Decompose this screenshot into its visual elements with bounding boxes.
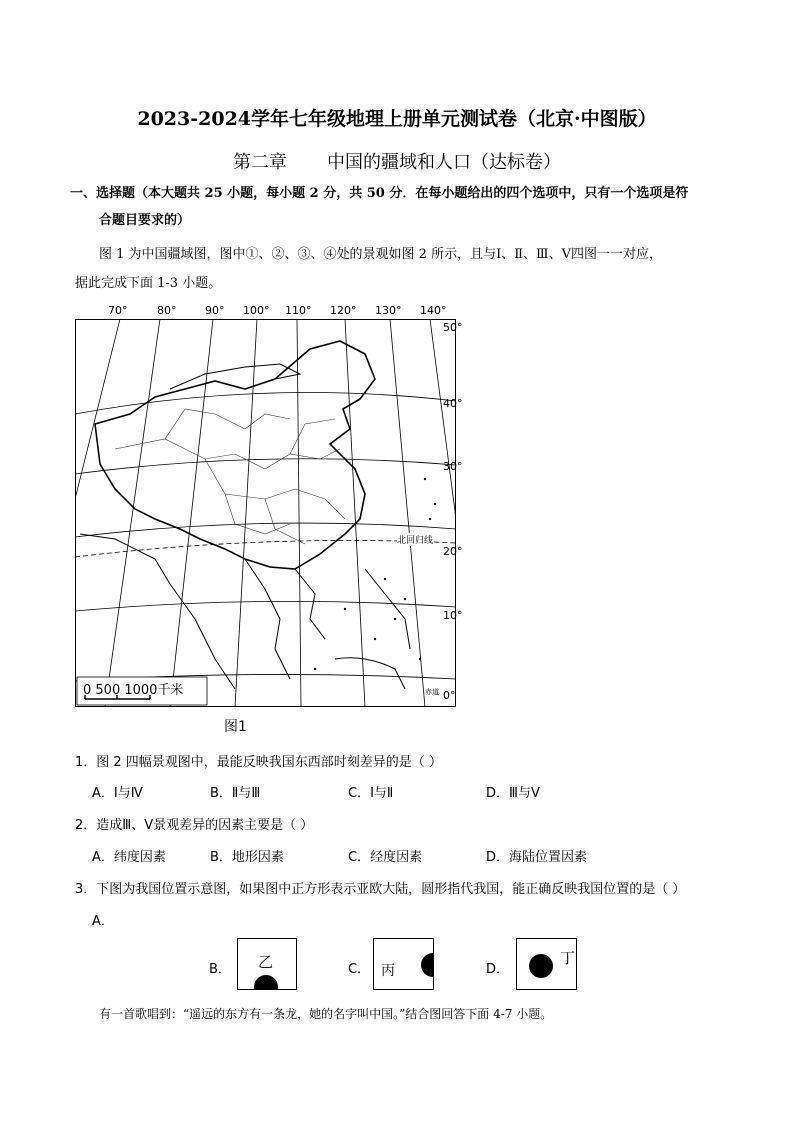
page-title: 2023-2024学年七年级地理上册单元测试卷（北京·中图版） <box>137 108 657 130</box>
lat-label-0: 0° <box>443 689 456 702</box>
lat-label-40: 40° <box>443 397 463 410</box>
lon-label-80: 80° <box>157 304 177 317</box>
question-2: 2．造成Ⅲ、Ⅴ景观差异的因素主要是（ ） <box>75 818 314 833</box>
lat-label-10: 10° <box>443 609 463 622</box>
scale-label: 0 500 1000千米 <box>83 683 184 698</box>
lon-label-70: 70° <box>108 304 128 317</box>
label-yi: 乙 <box>258 953 274 971</box>
lat-label-30: 30° <box>443 460 463 473</box>
equator-label: 赤道 <box>425 688 439 696</box>
lon-label-110: 110° <box>285 304 312 317</box>
q1-option-b[interactable]: B．Ⅱ与Ⅲ <box>210 786 261 801</box>
song-intro: 有一首歌唱到：“遥远的东方有一条龙，她的名字叫中国。”结合图回答下面 4-7 小题。 <box>99 1007 553 1021</box>
chapter-title: 中国的疆域和人口（达标卷） <box>327 152 561 173</box>
q3-option-c[interactable]: C． <box>348 962 371 977</box>
intro-line2: 据此完成下面 1-3 小题。 <box>75 276 222 291</box>
q2-option-d[interactable]: D．海陆位置因素 <box>486 850 588 865</box>
q1-option-d[interactable]: D．Ⅲ与Ⅴ <box>486 786 540 801</box>
q3-diagram-c <box>373 938 434 990</box>
q3-diagram-d <box>516 938 577 990</box>
q3-option-a[interactable]: A． <box>92 914 114 929</box>
q3-option-b[interactable]: B． <box>209 962 231 977</box>
q3-option-d[interactable]: D． <box>486 962 510 977</box>
tropic-label: 北回归线 <box>397 533 433 546</box>
section-heading-line1: 一、选择题（本大题共 25 小题，每小题 2 分，共 50 分．在每小题给出的四个选项中，只有一个选项是符 <box>70 186 689 201</box>
lon-label-120: 120° <box>330 304 357 317</box>
china-territory-map <box>75 304 463 707</box>
china-circle <box>254 975 278 990</box>
q3-diagram-b <box>237 938 297 990</box>
q2-option-c[interactable]: C．经度因素 <box>348 850 423 865</box>
label-ding: 丁 <box>560 949 576 967</box>
china-circle <box>421 953 434 977</box>
lat-label-20: 20° <box>443 545 463 558</box>
chapter-subtitle <box>0 148 794 174</box>
lon-label-90: 90° <box>205 304 225 317</box>
lat-label-50: 50° <box>443 321 463 334</box>
lon-label-140: 140° <box>420 304 447 317</box>
q2-option-b[interactable]: B．地形因素 <box>210 850 284 865</box>
figure-caption: 图1 <box>224 719 247 735</box>
question-3: 3．下图为我国位置示意图，如果图中正方形表示亚欧大陆，圆形指代我国，能正确反映我国位置的是（ ） <box>75 882 686 897</box>
lon-label-100: 100° <box>243 304 270 317</box>
question-1: 1．图 2 四幅景观图中，最能反映我国东西部时刻差异的是（ ） <box>75 755 442 770</box>
chapter-number: 第二章 <box>233 152 287 173</box>
intro-line1: 图 1 为中国疆域图，图中①、②、③、④处的景观如图 2 所示，且与Ⅰ、Ⅱ、Ⅲ、Ⅴ四图一一对应， <box>99 247 662 262</box>
q2-option-a[interactable]: A．纬度因素 <box>92 850 166 865</box>
q1-option-a[interactable]: A．Ⅰ与Ⅳ <box>92 786 143 801</box>
q1-option-c[interactable]: C．Ⅰ与Ⅱ <box>348 786 394 801</box>
section-heading-line2: 合题目要求的） <box>99 213 191 228</box>
china-circle <box>529 954 553 978</box>
lon-label-130: 130° <box>375 304 402 317</box>
label-bing: 丙 <box>381 963 395 979</box>
